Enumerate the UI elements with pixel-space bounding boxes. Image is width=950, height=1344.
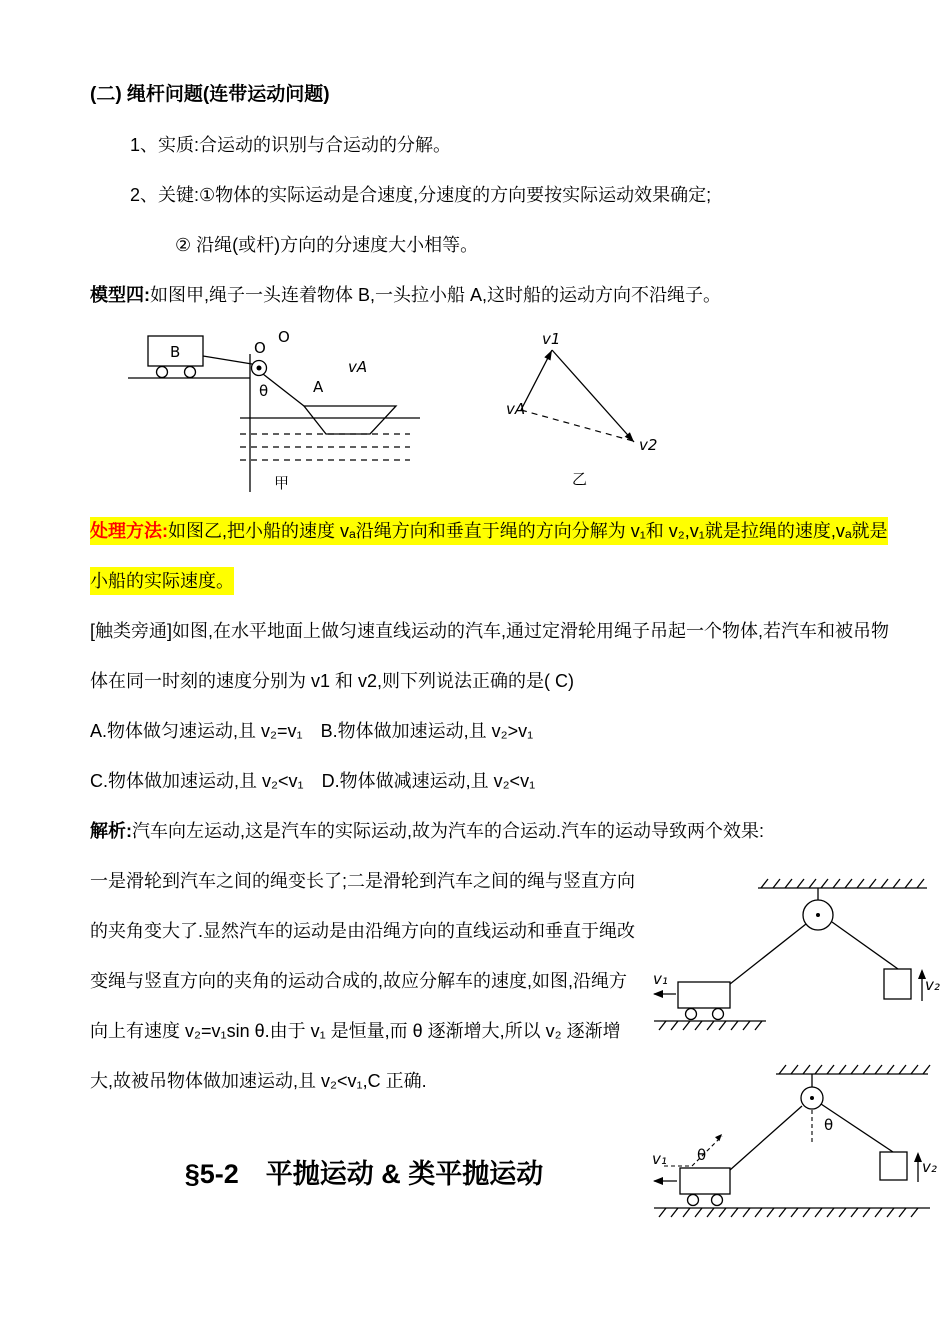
analysis-label: 解析: [90,821,132,841]
method-paragraph [90,506,892,606]
options-ab: A.物体做匀速运动,且 v₂=v₁ B.物体做加速运动,且 v₂>v₁ [90,721,534,741]
analogy-paragraph: [触类旁通]如图,在水平地面上做匀速直线运动的汽车,通过定滑轮用绳子吊起一个物体,若汽车和被吊物体在同一时刻的速度分别为 v1 和 v2,则下列说法正确的是( C) [90,621,890,691]
rope-cart-to-pulley [203,356,252,364]
figure-pulley-top [650,872,942,1056]
figure-row [128,326,892,504]
analysis-text: 一是滑轮到汽车之间的绳变长了;二是滑轮到汽车之间的绳与竖直方向的夹角变大了.显然汽车的运动是由沿绳方向的直线运动和垂直于绳改变绳与竖直方向的夹角的运动合成的,故应分解车的速度,如图,沿绳方向上有速度 v₂=v₁sin θ.由于 v₁ 是恒量,而 θ 逐渐增大,所以 v₂ 逐渐增大,故被吊物体做加速运动,且 v₂<v₁,C 正确. [90,871,635,1091]
model4-label: 模型四: [90,285,150,305]
ceiling-hatching [761,879,924,888]
triangle-side-line [552,350,634,442]
cart [678,982,730,1020]
pulley [252,361,267,376]
analysis-first-line [90,806,892,856]
ground-hatching [659,1021,762,1030]
label-o-top: O [278,328,290,346]
label-v1: v₁ [652,1150,667,1168]
hanging-object [884,969,911,999]
analysis-line1: 汽车向左运动,这是汽车的实际运动,故为汽车的合运动.汽车的运动导致两个效果: [132,821,765,841]
boat [304,406,396,434]
arrowhead-v2 [914,1152,922,1162]
label-v1: v₁ [653,970,668,988]
rope-to-cart [730,924,806,984]
label-v2: v₂ [922,1158,937,1176]
label-v2: v2 [639,436,658,454]
label-a: A [313,378,324,396]
label-theta-cart: θ [697,1146,707,1164]
point-2b: ② 沿绳(或杆)方向的分速度大小相等。 [175,235,479,255]
figure-yi [506,330,678,488]
pulley [803,900,833,930]
method-text: 如图乙,把小船的速度 vₐ沿绳方向和垂直于绳的方向分解为 v₁和 v₂,v₁就是拉绳的速度,vₐ就是小船的实际速度。 [90,517,888,595]
cart [680,1168,730,1206]
label-v2: v₂ [925,976,940,994]
rope-to-object [832,922,898,969]
label-theta: θ [259,382,269,400]
vector-v1 [521,350,552,410]
cart-b [148,336,203,378]
point-1: 1、实质:合运动的识别与合运动的分解。 [130,135,452,155]
pulley-figures [650,872,942,1250]
label-theta-pulley: θ [824,1116,834,1134]
vector-v2-dashed [521,410,633,441]
arrowhead-v1 [653,1177,663,1185]
rope-pulley-to-boat [263,374,304,406]
cart-b-label: B [170,343,181,361]
rope-to-cart [730,1106,802,1170]
label-va: vA [506,400,526,418]
method-label: 处理方法: [90,517,168,545]
figure-yi-wrap [506,330,678,488]
section-heading: (二) 绳杆问题(连带运动问题) [90,84,330,105]
next-section-title: §5-2 平抛运动 & 类平抛运动 [184,1159,544,1189]
ceiling-hatching [779,1065,930,1074]
arrowhead-decomposition [715,1134,722,1141]
point-2: 2、关键:①物体的实际运动是合速度,分速度的方向要按实际运动效果确定; [130,185,712,205]
label-va: vA [348,358,368,376]
options-cd: C.物体做加速运动,且 v₂<v₁ D.物体做减速运动,且 v₂<v₁ [90,771,536,791]
label-o: O [254,339,266,357]
model4-paragraph [90,270,892,320]
caption-yi: 乙 [572,470,588,488]
figure-jia [128,326,428,504]
ground-hatching [659,1208,918,1217]
hanging-object [880,1152,907,1180]
pulley [801,1087,823,1109]
arrowhead-v1 [653,990,663,998]
label-v1: v1 [542,330,561,348]
caption-jia: 甲 [274,474,290,492]
arrowhead-v1 [544,350,552,361]
figure-pulley-bottom [650,1060,942,1246]
model4-text: 如图甲,绳子一头连着物体 B,一头拉小船 A,这时船的运动方向不沿绳子。 [150,285,722,305]
